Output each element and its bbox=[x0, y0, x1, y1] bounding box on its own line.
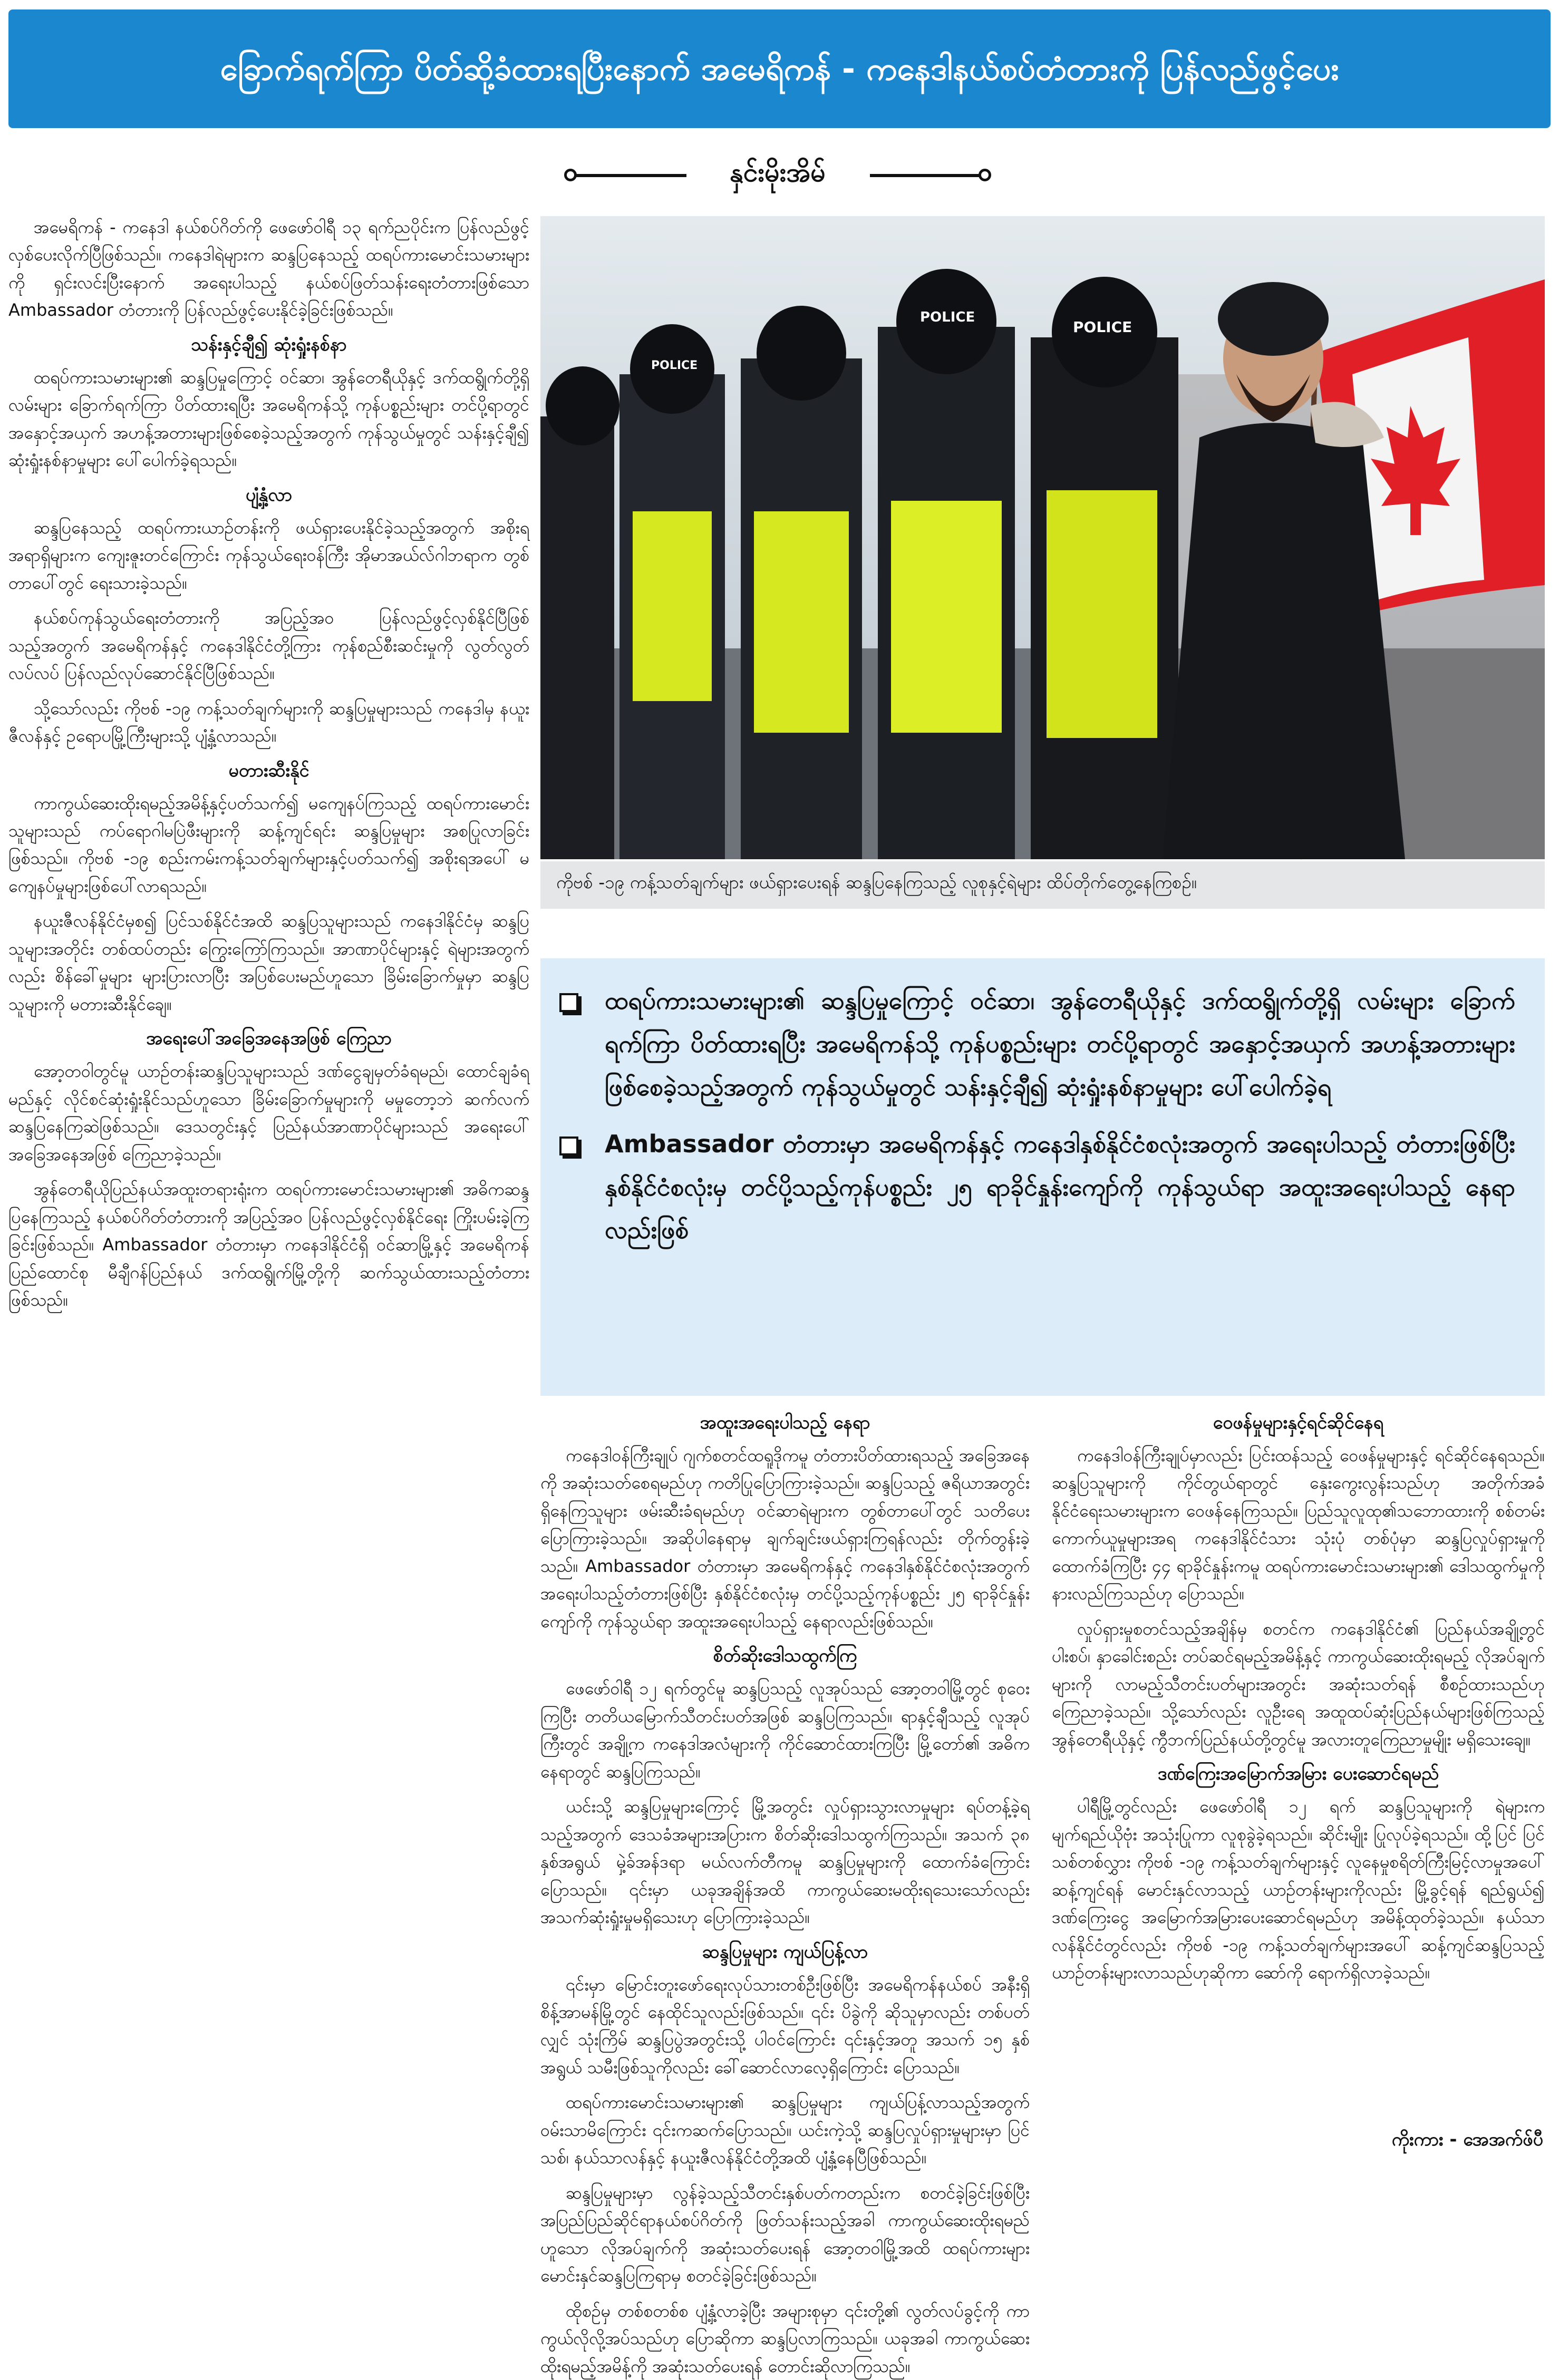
body-paragraph: နယ်စပ်ကုန်သွယ်ရေးတံတားကို အပြည့်အဝ ပြန်လည်ဖွင့်လှစ်နိုင်ပြီဖြစ်သည့်အတွက် အမေရိကန်နှင့် ကနေဒါနိုင်ငံတို့ကြား ကုန်စည်စီးဆင်းမှုကို လွတ်လွတ်လပ်လပ် ပြန်လည်လုပ်ဆောင်နိုင်ပြီဖြစ်သည်။ bbox=[8, 608, 529, 684]
body-paragraph: နယူးဇီလန်နိုင်ငံမှစ၍ ပြင်သစ်နိုင်ငံအထိ ဆန္ဒပြသူများသည် ကနေဒါနိုင်ငံမှ ဆန္ဒပြသူများအတိုင်း တစ်ထပ်တည်း ကြွေးကြော်ကြသည်။ အာဏာပိုင်များနှင့် ရဲများအတွက်လည်း စိန်ခေါ်မှုများ များပြားလာပြီး အပြစ်ပေးမည်ဟူသော ခြိမ်းခြောက်မှုမှာ ဆန္ဒပြသူများကို မတားဆီးနိုင်ချေ။ bbox=[8, 911, 529, 1014]
section-heading: ပျံ့နှံ့လာ bbox=[245, 484, 293, 506]
police-protest-photo bbox=[540, 216, 1545, 859]
body-paragraph: အော့တဝါတွင်မူ ယာဉ်တန်းဆန္ဒပြသူများသည် ဒဏ်ငွေချမှတ်ခံရမည်၊ ထောင်ချခံရမည်နှင့် လိုင်စင်ဆုံးရှုံးနိုင်သည်ဟူသော ခြိမ်းခြောက်မှုများကို မမှုတော့ဘဲ ဆက်လက်ဆန္ဒပြနေကြဆဲဖြစ်သည်။ ဒေသတွင်းနှင့် ပြည်နယ်အာဏာပိုင်များသည် အရေးပေါ်အခြေအနေအဖြစ် ကြေညာခဲ့သည်။ bbox=[8, 1061, 529, 1164]
body-paragraph: ထရပ်ကားမောင်းသမားများ၏ ဆန္ဒပြမှုများ ကျယ်ပြန့်လာသည့်အတွက် ဝမ်းသာမိကြောင်း ၎င်းကဆက်ပြောသည်။ ယင်းကဲ့သို့ ဆန္ဒပြလှုပ်ရှားမှုများမှာ ပြင်သစ်၊ နယ်သာလန်နှင့် နယူးဇီလန်နိုင်ငံတို့အထိ ပျံ့နှံ့နေပြီဖြစ်သည်။ bbox=[540, 2092, 1030, 2168]
body-paragraph: အမေရိကန် - ကနေဒါ နယ်စပ်ဂိတ်ကို ဖေဖော်ဝါရီ ၁၃ ရက်ညပိုင်းက ပြန်လည်ဖွင့်လှစ်ပေးလိုက်ပြီဖြစ်သည်။ ကနေဒါရဲများက ဆန္ဒပြနေသည့် ထရပ်ကားမောင်းသမားများကို ရှင်းလင်းပြီးနောက် အရေးပါသည့် နယ်စပ်ဖြတ်သန်းရေးတံတားဖြစ်သော Ambassador တံတားကို ပြန်လည်ဖွင့်ပေးနိုင်ခဲ့ခြင်းဖြစ်သည်။ bbox=[8, 217, 530, 320]
section-heading: ဒဏ်ကြေးအမြောက်အမြား ပေးဆောင်ရမည် bbox=[1157, 1763, 1439, 1785]
helmet-label-1: POLICE bbox=[651, 359, 698, 372]
photo-caption-bar bbox=[540, 861, 1545, 909]
section-heading: မတားဆီးနိုင် bbox=[228, 760, 309, 781]
body-paragraph: လှုပ်ရှားမှုစတင်သည့်အချိန်မှ စတင်က ကနေဒါနိုင်ငံ၏ ပြည်နယ်အချို့တွင် ပါးစပ်၊ နှာခေါင်းစည်း တပ်ဆင်ရမည့်အမိန့်နှင့် ကာကွယ်ဆေးထိုးရမည့် လိုအပ်ချက်များကို လာမည့်သီတင်းပတ်များအတွင်း အဆုံးသတ်ရန် စီစဉ်ထားသည်ဟု ကြေညာခဲ့သည်။ သို့သော်လည်း လူဦးရေ အထူထပ်ဆုံးပြည်နယ်များဖြစ်ကြသည့် အွန်တေရီယိုနှင့် ကွီဘက်ပြည်နယ်တို့တွင်မူ အလားတူကြေညာမှုမျိုး မရှိသေးချေ။ bbox=[1052, 1618, 1545, 1750]
body-paragraph: ထိုစဉ်မှ တစ်စတစ်စ ပျံ့နှံ့လာခဲ့ပြီး အများစုမှာ ၎င်းတို့၏ လွတ်လပ်ခွင့်ကို ကာကွယ်လိုလို့အပ်သည်ဟု ပြောဆိုကာ ဆန္ဒပြလာကြသည်။ ယခုအခါ ကာကွယ်ဆေးထိုးရမည့်အမိန့်ကို အဆုံးသတ်ပေးရန် တောင်းဆိုလာကြသည်။ bbox=[540, 2300, 1030, 2376]
helmet-label-3: POLICE bbox=[1073, 318, 1132, 336]
news-photo bbox=[540, 216, 1545, 859]
byline-author: နှင်းမိုးအိမ် bbox=[730, 157, 826, 188]
body-paragraph: ဖေဖော်ဝါရီ ၁၂ ရက်တွင်မူ ဆန္ဒပြသည့် လူအုပ်သည် အော့တဝါမြို့တွင် စုဝေးကြပြီး တတိယမြောက်သီတင်းပတ်အဖြစ် ဆန္ဒပြကြသည်။ ရာနှင့်ချီသည့် လူအုပ်ကြီးတွင် အချို့က ကနေဒါအလံများကို ကိုင်ဆောင်ထားကြပြီး မြို့တော်၏ အဓိကနေရာတွင် ဆန္ဒပြကြသည်။ bbox=[540, 1678, 1030, 1782]
body-paragraph: ကာကွယ်ဆေးထိုးရမည့်အမိန့်နှင့်ပတ်သက်၍ မကျေနပ်ကြသည့် ထရပ်ကားမောင်းသူများသည် ကပ်ရောဂါမပြဲဖီးများကို ဆန့်ကျင်ရင်း ဆန္ဒပြမှုများ အစပြုလာခြင်းဖြစ်သည်။ ကိုဗစ် -၁၉ စည်းကမ်းကန့်သတ်ချက်များနှင့်ပတ်သက်၍ အစိုးရအပေါ် မကျေနပ်မှုများဖြစ်ပေါ်လာရသည်။ bbox=[8, 793, 529, 896]
callout-item bbox=[559, 1123, 1515, 1252]
checkbox-icon bbox=[559, 993, 578, 1012]
headline-banner bbox=[8, 9, 1551, 128]
section-heading: စိတ်ဆိုးဒေါသထွက်ကြ bbox=[713, 1645, 857, 1667]
article-column-2 bbox=[540, 1406, 1030, 2376]
helmet-label-2: POLICE bbox=[920, 309, 975, 325]
byline-left-circle bbox=[564, 169, 577, 181]
callout-text: Ambassador တံတားမှာ အမေရိကန်နှင့် ကနေဒါနှစ်နိုင်ငံစလုံးအတွက် အရေးပါသည့် တံတားဖြစ်ပြီး နှစ်နိုင်ငံစလုံးမှ တင်ပို့သည့်ကုန်ပစ္စည်း ၂၅ ရာခိုင်နှုန်းကျော်ကို ကုန်သွယ်ရာ အထူးအရေးပါသည့် နေရာလည်းဖြစ် bbox=[605, 1129, 1515, 1245]
body-paragraph: ၎င်းမှာ မြောင်းတူးဖော်ရေးလုပ်သားတစ်ဦးဖြစ်ပြီး အမေရိကန်နယ်စပ် အနီးရှိ စိန့်အာမန်မြို့တွင် နေထိုင်သူလည်းဖြစ်သည်။ ၎င်း ပိခွဲကို ဆိုသူမှာလည်း တစ်ပတ်လျှင် သုံးကြိမ် ဆန္ဒပြပွဲအတွင်းသို့ ပါဝင်ကြောင်း ၎င်းနှင့်အတူ အသက် ၁၅ နှစ်အရွယ် သမီးဖြစ်သူကိုလည်း ခေါ်ဆောင်လာလေ့ရှိကြောင်း ပြောသည်။ bbox=[540, 1974, 1030, 2077]
source-credit: ကိုးကား - အေအက်ဖ်ပီ bbox=[1391, 2129, 1543, 2150]
body-paragraph: ပါရီမြို့တွင်လည်း ဖေဖော်ဝါရီ ၁၂ ရက် ဆန္ဒပြသူများကို ရဲများက မျက်ရည်ယိုဗုံး အသုံးပြုကာ လူစုခွဲခဲ့ရသည်။ ဆိုင်းမျိုး ပြုလုပ်ခဲ့ရသည်။ ထို့ပြင် ပြင်သစ်တစ်လွှား ကိုဗစ် -၁၉ ကန့်သတ်ချက်များနှင့် လူနေမှုစရိတ်ကြီးမြင့်လာမှုအပေါ် ဆန့်ကျင်ရန် မောင်းနှင်လာသည့် ယာဉ်တန်းများကိုလည်း မြို့ခွင့်ရန် ရည်ရွယ်၍ ဒဏ်ကြေးငွေ အမြောက်အမြားပေးဆောင်ရမည်ဟု အမိန့်ထုတ်ခဲ့သည်။ နယ်သာလန်နိုင်ငံတွင်လည်း ကိုဗစ် -၁၉ ကန့်သတ်ချက်များအပေါ် ဆန့်ကျင်ဆန္ဒပြသည့် ယာဉ်တန်းများလာသည်ဟုဆိုကာ ဆော်ကို ရောက်ရှိလာခဲ့သည်။ bbox=[1052, 1796, 1545, 1983]
section-heading: ဆန္ဒပြမှုများ ကျယ်ပြန့်လာ bbox=[702, 1941, 868, 1963]
section-heading: အထူးအရေးပါသည့် နေရာ bbox=[700, 1412, 870, 1433]
body-paragraph: အွန်တေရီယိုပြည်နယ်အထူးတရားရုံးက ထရပ်ကားမောင်းသမားများ၏ အဓိကဆန္ဒပြနေကြသည့် နယ်စပ်ဂိတ်တံတားကို အပြည့်အဝ ပြန်လည်ဖွင့်လှစ်နိုင်ရေး ကြိုးပမ်းခဲ့ကြခြင်းဖြစ်သည်။ Ambassador တံတားမှာ ကနေဒါနိုင်ငံရှိ ဝင်ဆာမြို့နှင့် အမေရိကန်ပြည်ထောင်စု မီချီဂန်ပြည်နယ် ဒက်ထရွိုက်မြို့တို့ကို ဆက်သွယ်ထားသည့်တံတားဖြစ်သည်။ bbox=[8, 1179, 529, 1310]
section-heading: အရေးပေါ်အခြေအနေအဖြစ် ကြေညာ bbox=[146, 1028, 392, 1050]
section-heading: သန်းနှင့်ချီ၍ ဆုံးရှုံးနစ်နာ bbox=[191, 334, 347, 355]
body-paragraph: ထရပ်ကားသမားများ၏ ဆန္ဒပြမှုကြောင့် ဝင်ဆာ၊ အွန်တေရီယိုနှင့် ဒက်ထရွိုက်တို့ရှိ လမ်းများ ခြောက်ရက်ကြာ ပိတ်ထားရပြီး အမေရိကန်သို့ ကုန်ပစ္စည်းများ တင်ပို့ရာတွင် အနှောင့်အယှက် အဟန့်အတားများဖြစ်စေခဲ့သည့်အတွက် ကုန်သွယ်မှုတွင် သန်းနှင့်ချီ၍ ဆုံးရှုံးနစ်နာမှုများ ပေါ်ပေါက်ခဲ့ရသည်။ bbox=[8, 367, 529, 471]
highlight-callout bbox=[540, 958, 1545, 1396]
byline-right-line bbox=[870, 174, 981, 177]
body-paragraph: ကနေဒါဝန်ကြီးချုပ်မှာလည်း ပြင်းထန်သည့် ဝေဖန်မှုများနှင့် ရင်ဆိုင်နေရသည်။ ဆန္ဒပြသူများကို ကိုင်တွယ်ရာတွင် နှေးကွေးလွန်းသည်ဟု အတိုက်အခံနိုင်ငံရေးသမားများက ဝေဖန်နေကြသည်။ ပြည်သူလူထု၏သဘောထားကို စစ်တမ်းကောက်ယူမှုများအရ ကနေဒါနိုင်ငံသား သုံးပုံ တစ်ပုံမှာ ဆန္ဒပြလှုပ်ရှားမှုကို ထောက်ခံကြပြီး ၄၄ ရာခိုင်နှုန်းကမူ ထရပ်ကားမောင်းသမားများ၏ ဒေါသထွက်မှုကို နားလည်ကြသည်ဟု ပြောသည်။ bbox=[1052, 1445, 1545, 1604]
body-paragraph: ဆန္ဒပြနေသည့် ထရပ်ကားယာဉ်တန်းကို ဖယ်ရှားပေးနိုင်ခဲ့သည့်အတွက် အစိုးရအရာရှိများက ကျေးဇူးတင်ကြောင်း ကုန်သွယ်ရေးဝန်ကြီး အိုမာအယ်လ်ဂါဘရာက တွစ်တာပေါ်တွင် ရေးသားခဲ့သည်။ bbox=[8, 517, 529, 593]
body-paragraph: ယင်းသို့ ဆန္ဒပြမှုများကြောင့် မြို့အတွင်း လှုပ်ရှားသွားလာမှုများ ရပ်တန့်ခဲ့ရသည့်အတွက် ဒေသခံအများအပြားက စိတ်ဆိုးဒေါသထွက်ကြသည်။ အသက် ၃၈ နှစ်အရွယ် မှဲ့ခ်အန်ဒရာ မယ်လက်တီကမူ ဆန္ဒပြမှုများကို ထောက်ခံကြောင်း ပြောသည်။ ၎င်းမှာ ယခုအချိန်အထိ ကာကွယ်ဆေးမထိုးရသေးသော်လည်း အသက်ဆုံးရှုံးမှုမရှိသေးဟု ပြောကြားခဲ့သည်။ bbox=[540, 1796, 1030, 1928]
byline-left-line bbox=[576, 174, 686, 177]
byline-row bbox=[564, 148, 991, 206]
body-paragraph: ဆန္ဒပြမှုများမှာ လွန်ခဲ့သည့်သီတင်းနှစ်ပတ်ကတည်းက စတင်ခဲ့ခြင်းဖြစ်ပြီး အပြည်ပြည်ဆိုင်ရာနယ်စပ်ဂိတ်ကို ဖြတ်သန်းသည့်အခါ ကာကွယ်ဆေးထိုးရမည်ဟူသော လိုအပ်ချက်ကို အဆုံးသတ်ပေးရန် အော့တဝါမြို့အထိ ထရပ်ကားများ မောင်းနှင်ဆန္ဒပြကြရာမှ စတင်ခဲ့ခြင်းဖြစ်သည်။ bbox=[540, 2182, 1030, 2286]
section-heading: ဝေဖန်မှုများနှင့်ရင်ဆိုင်နေရ bbox=[1213, 1412, 1384, 1433]
byline-right-circle bbox=[979, 169, 991, 181]
headline-title: ခြောက်ရက်ကြာ ပိတ်ဆို့ခံထားရပြီးနောက် အမေရိကန် - ကနေဒါနယ်စပ်တံတားကို ပြန်လည်ဖွင့်ပေး bbox=[220, 50, 1339, 88]
photo-caption: ကိုဗစ် -၁၉ ကန့်သတ်ချက်များ ဖယ်ရှားပေးရန် ဆန္ဒပြနေကြသည့် လူစုနှင့်ရဲများ ထိပ်တိုက်တွေ့နေကြစဉ်။ bbox=[556, 872, 1197, 892]
article-column-3 bbox=[1052, 1406, 1545, 2113]
article-column-1 bbox=[8, 213, 529, 2164]
checkbox-icon bbox=[559, 1136, 578, 1155]
callout-text: ထရပ်ကားသမားများ၏ ဆန္ဒပြမှုကြောင့် ဝင်ဆာ၊ အွန်တေရီယိုနှင့် ဒက်ထရွိုက်တို့ရှိ လမ်းများ ခြောက်ရက်ကြာ ပိတ်ထားရပြီး အမေရိကန်သို့ ကုန်ပစ္စည်းများ တင်ပို့ရာတွင် အနှောင့်အယှက် အဟန့်အတားများဖြစ်စေခဲ့သည့်အတွက် ကုန်သွယ်မှုတွင် သန်းနှင့်ချီ၍ ဆုံးရှုံးနစ်နာမှုများ ပေါ်ပေါက်ခဲ့ရ bbox=[605, 986, 1515, 1101]
callout-item bbox=[559, 979, 1515, 1109]
body-paragraph: ကနေဒါဝန်ကြီးချုပ် ဂျက်စတင်ထရူဒိုကမူ တံတားပိတ်ထားရသည့် အခြေအနေကို အဆုံးသတ်စေရမည်ဟု ကတိပြုပြောကြားခဲ့သည်။ ဆန္ဒပြသည့် ဇရိယာအတွင်းရှိနေကြသူများ ဖမ်းဆီးခံရမည်ဟု ဝင်ဆာရဲများက တွစ်တာပေါ်တွင် သတိပေးပြောကြားခဲ့သည်။ အဆိုပါနေရာမှ ချက်ချင်းဖယ်ရှားကြရန်လည်း တိုက်တွန်းခဲ့သည်။ Ambassador တံတားမှာ အမေရိကန်နှင့် ကနေဒါနှစ်နိုင်ငံစလုံးအတွက် အရေးပါသည့်တံတားဖြစ်ပြီး နှစ်နိုင်ငံစလုံးမှ တင်ပို့သည့်ကုန်ပစ္စည်း ၂၅ ရာခိုင်နှုန်းကျော်ကို ကုန်သွယ်ရာ အထူးအရေးပါသည့် နေရာလည်းဖြစ်သည်။ bbox=[540, 1445, 1030, 1631]
body-paragraph: သို့သော်လည်း ကိုဗစ် -၁၉ ကန့်သတ်ချက်များကို ဆန္ဒပြမှုများသည် ကနေဒါမှ နယူးဇီလန်နှင့် ဥရောပမြို့ကြီးများသို့ ပျံ့နှံ့လာသည်။ bbox=[8, 698, 529, 746]
